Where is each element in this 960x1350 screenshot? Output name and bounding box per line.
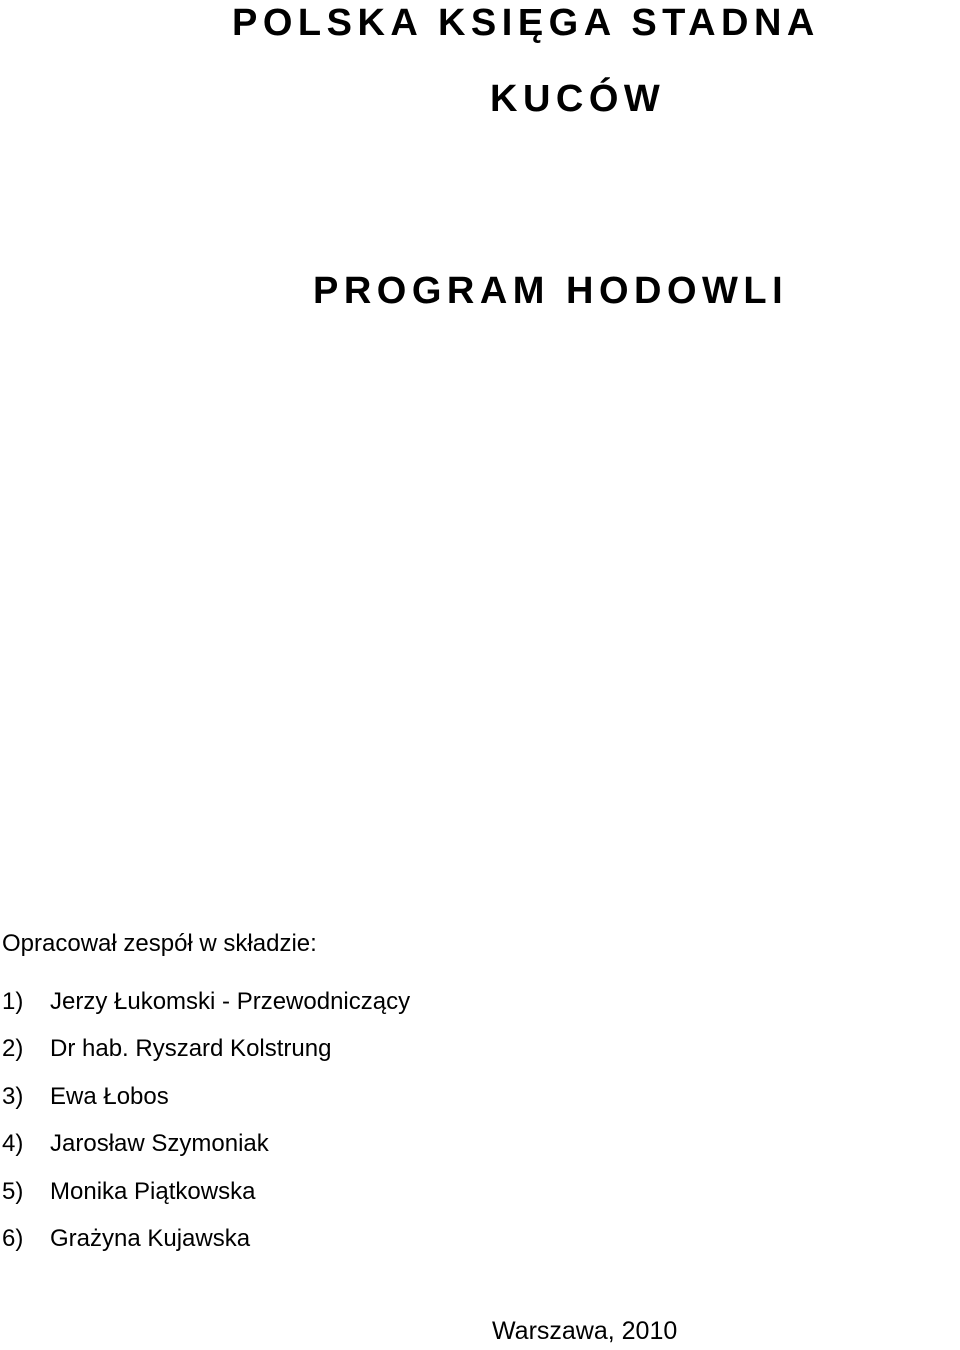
member-number: 3) [2,1082,24,1110]
team-member [2,1130,410,1178]
member-number: 5) [2,1177,24,1205]
team-intro: Opracował zespół w składzie: [2,930,317,957]
member-name: Jarosław Szymoniak [50,1130,269,1158]
member-name: Jerzy Łukomski - Przewodniczący [50,987,411,1015]
place-and-date: Warszawa, 2010 [492,1317,678,1345]
member-number: 2) [2,1035,24,1063]
team-member [2,1035,410,1083]
member-name: Grażyna Kujawska [50,1225,251,1253]
document-subtitle: PROGRAM HODOWLI [313,270,789,312]
team-member [2,1083,410,1131]
member-number: 4) [2,1130,24,1158]
team-member [2,988,410,1036]
document-title-line-1: POLSKA KSIĘGA STADNA [232,2,820,44]
member-number: 6) [2,1225,24,1253]
document-title-line-2: KUCÓW [490,78,666,120]
member-name: Dr hab. Ryszard Kolstrung [50,1035,332,1063]
team-section [2,930,410,1273]
member-name: Monika Piątkowska [50,1177,256,1205]
team-member [2,1178,410,1226]
team-member [2,1225,410,1273]
member-number: 1) [2,987,24,1015]
member-name: Ewa Łobos [50,1082,169,1110]
